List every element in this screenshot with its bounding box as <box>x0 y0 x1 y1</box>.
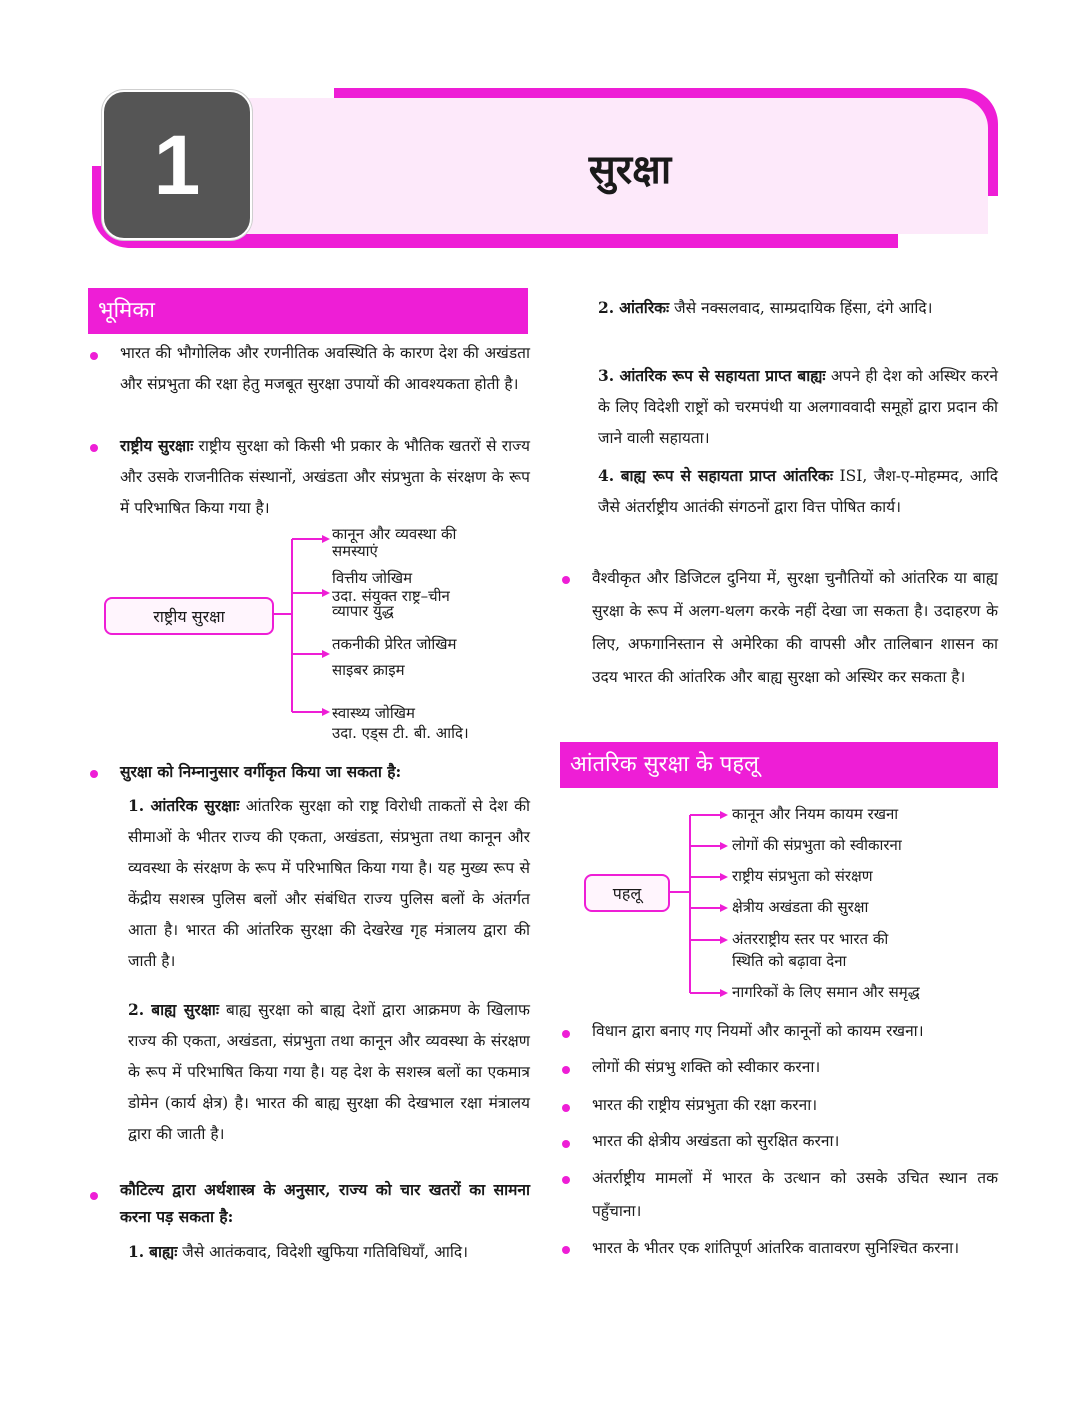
aspect-bullet-6: भारत के भीतर एक शांतिपूर्ण आंतरिक वातावरण सुनिश्चित करना। <box>592 1239 960 1257</box>
item-number: 1. <box>128 1242 145 1261</box>
diagram2-branch-2: लोगों की संप्रभुता को स्वीकारना <box>732 836 902 854</box>
item-number: 2. <box>128 1000 145 1019</box>
bullet-dot <box>90 1192 98 1200</box>
diagram1-branch-health <box>332 703 522 744</box>
classification-bullet: सुरक्षा को निम्नानुसार वर्गीकृत किया जा सकता है: <box>120 762 402 781</box>
kautilya-bullet: कौटिल्य द्वारा अर्थशास्त्र के अनुसार, राज्य को चार खतरों का सामना करना पड़ सकता है: <box>120 1180 530 1226</box>
bullet-dot <box>562 576 570 584</box>
diagram1-branch-tech <box>332 634 522 681</box>
item-number: 1. <box>128 796 145 815</box>
term-external-security: बाह्य सुरक्षाः <box>151 1000 219 1019</box>
aspect-bullet-4: भारत की क्षेत्रीय अखंडता को सुरक्षित करना। <box>592 1132 840 1150</box>
intro-bullet-2 <box>120 430 530 524</box>
diagram1-branch-law-order-line-1: कानून और व्यवस्था की <box>332 525 457 543</box>
term-internal-security: आंतरिक सुरक्षाः <box>150 796 240 815</box>
aspect-bullet-5: अंतर्राष्ट्रीय मामलों में भारत के उत्थान को उसके उचित स्थान तक पहुँचाना। <box>592 1169 998 1220</box>
internal-security-definition: आंतरिक सुरक्षा को राष्ट्र विरोधी ताकतों से देश की सीमाओं के भीतर राज्य की एकता, अखंडता, संप्रभुता तथा कानून और व्यवस्था के संरक्षण के रूप में परिभाषित किया गया है। यह मुख्य रूप से केंद्रीय सशस्त्र पुलिस बलों और संबंधित राज्य पुलिस बलों के अंतर्गत आता है। भारत की आंतरिक सुरक्षा की देखरेख गृह मंत्रालय द्वारा की जाती है। <box>128 797 530 970</box>
kautilya-item-3 <box>598 360 998 454</box>
diagram1-branch-law-order-line-2: समस्याएं <box>332 542 378 560</box>
item-number: 2. <box>598 298 615 317</box>
classification-item-internal <box>128 790 530 977</box>
bullet-dot <box>90 444 98 452</box>
diagram2-branch-5-line-2: स्थिति को बढ़ावा देना <box>732 952 847 970</box>
diagram1-branch-financial-line-1: वित्तीय जोखिम <box>332 569 413 587</box>
globalized-bullet: वैश्वीकृत और डिजिटल दुनिया में, सुरक्षा चुनौतियों को आंतरिक या बाह्य सुरक्षा के रूप में अलग-थलग करके नहीं देखा जा सकता है। उदाहरण के लिए, अफगानिस्तान से अमेरिका की वापसी और तालिबान शासन का उदय भारत की आंतरिक और बाह्य सुरक्षा को अस्थिर कर सकता है। <box>592 569 998 686</box>
diagram1-branch-financial <box>332 568 522 622</box>
diagram1-branch-law-order <box>332 524 522 562</box>
bullet-dot <box>90 352 98 360</box>
term-internally-aided-external: आंतरिक रूप से सहायता प्राप्त बाह्यः <box>619 366 826 385</box>
aspect-bullet-2: लोगों की संप्रभु शक्ति को स्वीकार करना। <box>592 1058 821 1076</box>
national-security-definition: राष्ट्रीय सुरक्षा को किसी भी प्रकार के भौतिक खतरों से राज्य और उसके राजनीतिक संस्थानों, अखंडता और संप्रभुता के संरक्षण के रूप में परिभाषित किया गया है। <box>120 437 530 517</box>
bullet-dot <box>90 770 98 778</box>
aspect-bullet-3: भारत की राष्ट्रीय संप्रभुता की रक्षा करना। <box>592 1096 818 1114</box>
bullet-dot <box>562 1104 570 1112</box>
diagram2-root: पहलू <box>584 874 670 912</box>
aspect-bullet-1: विधान द्वारा बनाए गए नियमों और कानूनों को कायम रखना। <box>592 1022 924 1040</box>
section-header-aspects: आंतरिक सुरक्षा के पहलू <box>560 742 998 788</box>
chapter-title: सुरक्षा <box>588 146 672 193</box>
term-national-security: राष्ट्रीय सुरक्षाः <box>120 436 194 455</box>
externally-aided-internal-text: ISI, जैश-ए-मोहम्मद, आदि जैसे अंतर्राष्ट्रीय आतंकी संगठनों द्वारा वित्त पोषित कार्य। <box>598 467 998 516</box>
term-externally-aided-internal: बाह्य रूप से सहायता प्राप्त आंतरिकः <box>620 466 833 485</box>
diagram1-branch-financial-line-2: उदा. संयुक्त राष्ट्र–चीन <box>332 587 450 605</box>
diagram2-branch-5-line-1: अंतरराष्ट्रीय स्तर पर भारत की <box>732 930 889 948</box>
term-external-threat: बाह्यः <box>149 1242 178 1261</box>
item-number: 3. <box>598 366 615 385</box>
diagram1-branch-financial-line-3: व्यापार युद्ध <box>332 602 394 620</box>
bullet-dot <box>562 1246 570 1254</box>
diagram2-branch-6: नागरिकों के लिए समान और समृद्ध <box>732 983 920 1001</box>
external-threat-text: जैसे आतंकवाद, विदेशी खुफिया गतिविधियाँ, आदि। <box>177 1243 468 1261</box>
diagram2-branch-3: राष्ट्रीय संप्रभुता को संरक्षण <box>732 867 873 885</box>
bullet-dot <box>562 1176 570 1184</box>
diagram2-branch-1: कानून और नियम कायम रखना <box>732 805 899 823</box>
kautilya-item-1 <box>128 1236 530 1268</box>
external-security-definition: बाह्य सुरक्षा को बाह्य देशों द्वारा आक्रमण के खिलाफ राज्य की एकता, अखंडता, संप्रभुता तथा कानून और व्यवस्था के संरक्षण के रूप में परिभाषित किया गया है। यह देश के सशस्त्र बलों का एकमात्र डोमेन (कार्य क्षेत्र) है। भारत की बाह्य सुरक्षा की देखभाल रक्षा मंत्रालय द्वारा की जाती है। <box>128 1001 530 1143</box>
diagram1-root: राष्ट्रीय सुरक्षा <box>104 597 274 635</box>
chapter-number: 1 <box>102 90 252 240</box>
bullet-dot <box>562 1066 570 1074</box>
diagram1-branch-tech-line-2: साइबर क्राइम <box>332 661 405 679</box>
diagram2-branch-4: क्षेत्रीय अखंडता की सुरक्षा <box>732 898 869 916</box>
bullet-dot <box>562 1030 570 1038</box>
section-header-intro: भूमिका <box>88 288 528 334</box>
internal-threat-text: जैसे नक्सलवाद, साम्प्रदायिक हिंसा, दंगे आदि। <box>669 299 933 317</box>
diagram1-branch-health-line-1: स्वास्थ्य जोखिम <box>332 704 415 722</box>
diagram2-branch-5 <box>732 929 992 972</box>
item-number: 4. <box>598 466 615 485</box>
diagram1-branch-tech-line-1: तकनीकी प्रेरित जोखिम <box>332 635 457 653</box>
intro-bullet-1: भारत की भौगोलिक और रणनीतिक अवस्थिति के कारण देश की अखंडता और संप्रभुता की रक्षा हेतु मजबूत सुरक्षा उपायों की आवश्यकता होती है। <box>120 344 530 393</box>
internally-aided-external-text: अपने ही देश को अस्थिर करने के लिए विदेशी राष्ट्रों को चरमपंथी या अलगाववादी समूहों द्वारा प्रदान की जाने वाली सहायता। <box>598 367 998 447</box>
bullet-dot <box>562 1140 570 1148</box>
kautilya-item-4 <box>598 460 998 523</box>
term-internal-threat: आंतरिकः <box>619 298 670 317</box>
kautilya-item-2 <box>598 292 998 324</box>
classification-item-external <box>128 994 530 1150</box>
diagram1-branch-health-line-2: उदा. एड्स टी. बी. आदि। <box>332 724 469 742</box>
